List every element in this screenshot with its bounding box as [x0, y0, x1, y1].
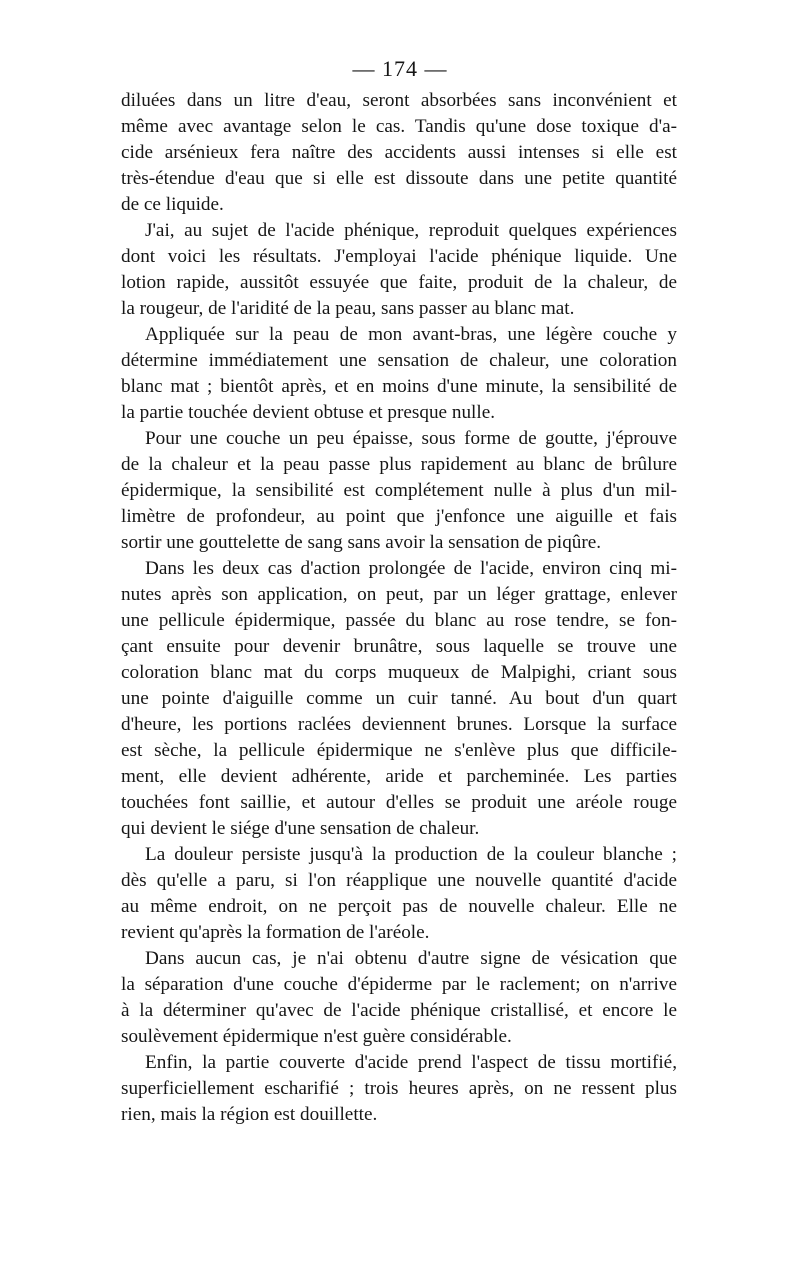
- text-line: même avec avantage selon le cas. Tandis qu'une dose toxique d'a-: [121, 116, 677, 137]
- text-line: est sèche, la pellicule épidermique ne s'enlève plus que difficile-: [121, 740, 677, 761]
- text-line: Dans aucun cas, je n'ai obtenu d'autre signe de vésication que: [145, 948, 677, 969]
- text-line: limètre de profondeur, au point que j'enfonce une aiguille et fais: [121, 506, 677, 527]
- text-line: cide arsénieux fera naître des accidents aussi intenses si elle est: [121, 142, 677, 163]
- text-line: dont voici les résultats. J'employai l'acide phénique liquide. Une: [121, 246, 677, 267]
- text-line: revient qu'après la formation de l'aréole.: [121, 922, 430, 943]
- text-line: dès qu'elle a paru, si l'on réapplique une nouvelle quantité d'acide: [121, 870, 677, 891]
- text-line: très-étendue d'eau que si elle est dissoute dans une petite quantité: [121, 168, 677, 189]
- text-line: lotion rapide, aussitôt essuyée que faite, produit de la chaleur, de: [121, 272, 677, 293]
- text-line: Enfin, la partie couverte d'acide prend l'aspect de tissu mortifié,: [145, 1052, 677, 1073]
- text-line: diluées dans un litre d'eau, seront absorbées sans inconvénient et: [121, 90, 677, 111]
- page-number: — 174 —: [352, 56, 448, 81]
- text-line: à la déterminer qu'avec de l'acide phénique cristallisé, et encore le: [121, 1000, 677, 1021]
- text-line: sortir une gouttelette de sang sans avoir la sensation de piqûre.: [121, 532, 602, 553]
- text-line: de la chaleur et la peau passe plus rapidement au blanc de brûlure: [121, 454, 677, 475]
- text-line: une pointe d'aiguille comme un cuir tanné. Au bout d'un quart: [121, 688, 677, 709]
- text-line: Appliquée sur la peau de mon avant-bras, une légère couche y: [145, 324, 677, 345]
- text-line: détermine immédiatement une sensation de chaleur, une coloration: [121, 350, 677, 371]
- text-line: au même endroit, on ne perçoit pas de nouvelle chaleur. Elle ne: [121, 896, 677, 917]
- text-line: ment, elle devient adhérente, aride et parcheminée. Les parties: [121, 766, 677, 787]
- text-line: soulèvement épidermique n'est guère considérable.: [121, 1026, 512, 1047]
- text-line: rien, mais la région est douillette.: [121, 1104, 378, 1125]
- text-line: d'heure, les portions raclées deviennent brunes. Lorsque la surface: [121, 714, 677, 735]
- text-line: de ce liquide.: [121, 194, 224, 215]
- text-line: superficiellement escharifié ; trois heures après, on ne ressent plus: [121, 1078, 677, 1099]
- text-line: la partie touchée devient obtuse et presque nulle.: [121, 402, 496, 423]
- text-line: coloration blanc mat du corps muqueux de Malpighi, criant sous: [121, 662, 677, 683]
- text-line: çant ensuite pour devenir brunâtre, sous laquelle se trouve une: [121, 636, 677, 657]
- text-line: la rougeur, de l'aridité de la peau, sans passer au blanc mat.: [121, 298, 575, 319]
- body-text: [121, 88, 677, 1128]
- text-line: La douleur persiste jusqu'à la production de la couleur blanche ;: [145, 844, 677, 865]
- text-line: qui devient le siége d'une sensation de chaleur.: [121, 818, 480, 839]
- text-line: blanc mat ; bientôt après, et en moins d'une minute, la sensibilité de: [121, 376, 677, 397]
- text-line: nutes après son application, on peut, par un léger grattage, enlever: [121, 584, 677, 605]
- text-line: la séparation d'une couche d'épiderme par le raclement; on n'arrive: [121, 974, 677, 995]
- text-line: touchées font saillie, et autour d'elles se produit une aréole rouge: [121, 792, 677, 813]
- text-line: épidermique, la sensibilité est complétement nulle à plus d'un mil-: [121, 480, 677, 501]
- text-line: J'ai, au sujet de l'acide phénique, reproduit quelques expériences: [145, 220, 677, 241]
- text-line: Pour une couche un peu épaisse, sous forme de goutte, j'éprouve: [145, 428, 677, 449]
- text-line: Dans les deux cas d'action prolongée de l'acide, environ cinq mi-: [145, 558, 677, 579]
- text-line: une pellicule épidermique, passée du blanc au rose tendre, se fon-: [121, 610, 677, 631]
